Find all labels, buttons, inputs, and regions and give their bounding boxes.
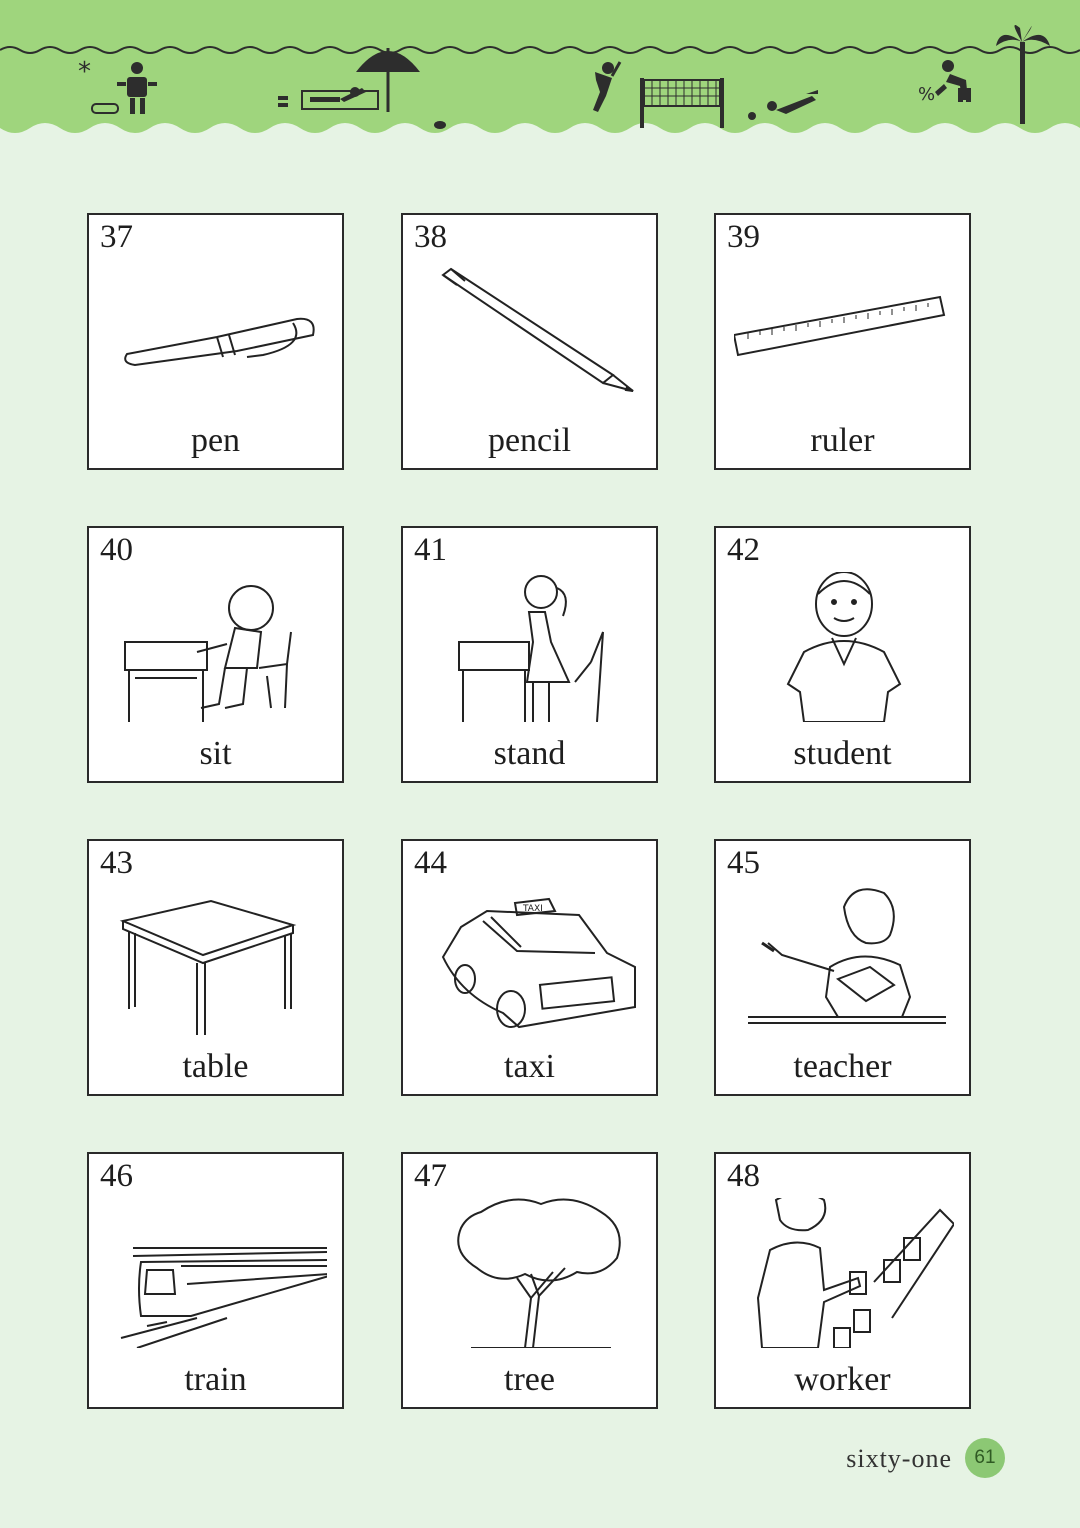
vocab-card-38 <box>401 213 658 470</box>
card-word: student <box>793 735 892 772</box>
teacher-icon <box>734 885 954 1035</box>
vocab-card-42 <box>714 526 971 783</box>
card-number: 42 <box>727 532 760 568</box>
card-word: teacher <box>793 1048 892 1085</box>
card-word: pencil <box>487 422 572 459</box>
standing-girl-icon <box>421 572 641 722</box>
card-word: tree <box>504 1361 555 1398</box>
worker-icon <box>734 1198 954 1348</box>
pen-icon <box>107 259 327 409</box>
ruler-icon <box>734 259 954 409</box>
sitting-child-icon <box>107 572 327 722</box>
vocab-card-48 <box>714 1152 971 1409</box>
pencil-icon <box>421 259 641 409</box>
card-word: pen <box>190 422 241 459</box>
table-icon <box>107 885 327 1035</box>
vocab-card-37 <box>87 213 344 470</box>
train-icon <box>107 1198 327 1348</box>
card-number: 47 <box>414 1158 447 1194</box>
card-number: 39 <box>727 219 760 255</box>
student-icon <box>734 572 954 722</box>
vocab-card-47 <box>401 1152 658 1409</box>
card-word: stand <box>493 735 566 772</box>
svg-text:%: % <box>918 84 936 105</box>
svg-text:*: * <box>78 57 91 87</box>
card-number: 48 <box>727 1158 760 1194</box>
vocab-card-43 <box>87 839 344 1096</box>
vocab-card-44 <box>401 839 658 1096</box>
card-number: 41 <box>414 532 447 568</box>
vocab-card-40 <box>87 526 344 783</box>
card-word: ruler <box>810 422 875 459</box>
vocab-card-45 <box>714 839 971 1096</box>
card-number: 44 <box>414 845 447 881</box>
vocab-card-39 <box>714 213 971 470</box>
card-number: 37 <box>100 219 133 255</box>
page-number-word: sixty-one <box>846 1444 952 1473</box>
card-number: 43 <box>100 845 133 881</box>
vocab-card-41 <box>401 526 658 783</box>
card-word: table <box>182 1048 249 1085</box>
card-word: worker <box>794 1361 891 1398</box>
card-number: 40 <box>100 532 133 568</box>
taxi-sign-text: TAXI <box>523 904 543 914</box>
card-number: 46 <box>100 1158 133 1194</box>
vocab-card-46 <box>87 1152 344 1409</box>
tree-icon <box>421 1198 641 1348</box>
header-banner <box>0 0 1080 150</box>
taxi-icon <box>421 885 641 1035</box>
card-word: train <box>184 1361 247 1398</box>
page-number-badge: 61 <box>965 1438 1005 1478</box>
card-number: 45 <box>727 845 760 881</box>
card-word: sit <box>199 735 232 772</box>
card-word: taxi <box>504 1048 555 1085</box>
card-number: 38 <box>414 219 447 255</box>
